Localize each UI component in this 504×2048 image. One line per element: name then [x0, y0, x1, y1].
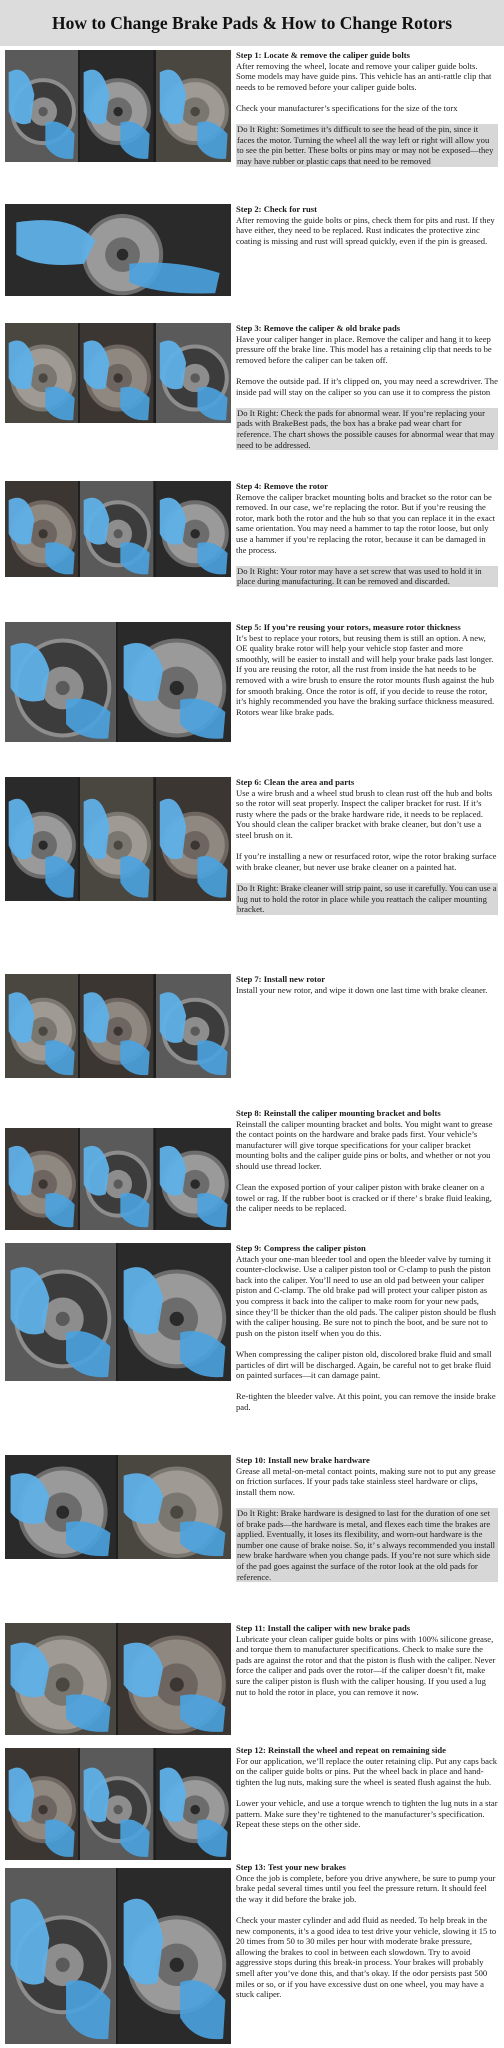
step-photo: [5, 777, 231, 901]
step-photo: [5, 622, 231, 742]
brake-photo-art: [5, 1243, 116, 1381]
step-title: Step 7: Install new rotor: [236, 974, 326, 984]
step-paragraph: Remove the caliper bracket mounting bolts and bracket so the rotor can be removed. In our case, we’re replacing the rotor. But if you’re reusing the rotor, mark both the rotor and the hub so that you can replace it in the exact same orientation. You may need a hammer to tap the rotor loose, but only use a hammer if you’re replacing the rotor, because it can be damaged in the process.: [236, 491, 496, 555]
do-it-right-tip: Do It Right: Your rotor may have a set screw that was used to hold it in place during manufacturing. It can be removed and discarded.: [236, 566, 498, 587]
step-paragraph: Check your master cylinder and add fluid as needed. To help break in the new components, it’s a good idea to test drive your vehicle, slowing it 15 to 20 times from 50 to 30 miles per hour with moderate brake pressure, allowing the brakes to cool in between each slowdown. Try to avoid aggressive stops during this break-in process. Your brakes will probably smell after you’ve done this, and that’s okay. If the odor persists past 500 miles or so, or if you have excessive dust on one wheel, you may have a stuck caliper.: [236, 1914, 497, 2000]
photo-pane: [80, 1128, 153, 1230]
brake-photo-art: [5, 204, 231, 296]
step-title: Step 5: If you’re reusing your rotors, measure rotor thickness: [236, 622, 461, 632]
step-title: Step 3: Remove the caliper & old brake pads: [236, 323, 401, 333]
brake-photo-art: [156, 1748, 231, 1860]
brake-photo-art: [80, 1748, 153, 1860]
step-photo: [5, 1623, 231, 1735]
photo-pane: [118, 1868, 231, 2044]
step-photo: [5, 1868, 231, 2044]
photo-pane: [5, 777, 78, 901]
photo-pane: [80, 1748, 153, 1860]
step-paragraph: Lubricate your clean caliper guide bolts or pins with 100% silicone grease, and torque them to manufacturer specifications. Check to make sure the pads are against the rotor and that the piston is flush with the caliper. Never force the caliper and pads over the rotor—if the caliper doesn’t fit, make sure the caliper piston is flush with the caliper housing. If you used a lug nut to hold the rotor in place, you can remove it now.: [236, 1633, 496, 1697]
step-photo: [5, 323, 231, 423]
step-text: [236, 1455, 498, 1593]
photo-pane: [5, 974, 78, 1078]
brake-photo-art: [5, 50, 78, 162]
step-paragraph: When compressing the caliper piston old, discolored brake fluid and small particles of dirt will be discharged. Again, be careful not to get brake fluid on painted surfaces—it can damage paint.: [236, 1348, 492, 1381]
step-photo: [5, 1748, 231, 1860]
page-title: How to Change Brake Pads & How to Change Rotors: [51, 12, 453, 33]
photo-pane: [5, 1868, 116, 2044]
brake-photo-art: [156, 50, 231, 162]
photo-pane: [5, 323, 78, 423]
step-paragraph: Clean the exposed portion of your caliper piston with brake cleaner on a towel or rag. If the rubber boot is cracked or if there’ s brake fluid leaking, the caliper needs to be replaced.: [236, 1182, 492, 1214]
step-text: [236, 974, 498, 1006]
brake-photo-art: [80, 1128, 153, 1230]
photo-pane: [80, 50, 153, 162]
do-it-right-tip: Do It Right: Brake hardware is designed to last for the duration of one set of brake pads—the hardware is metal, and flexes each time the brakes are applied. Eventually, it loses its flexibility, and worn-out hardware is the number one cause of brake noise. So, it’ s always recommended you install new brake hardware when you change pads. If you’re not sure which side of the pad goes against the surface of the rotor look at the old pads for reference.: [236, 1508, 498, 1582]
step-photo: [5, 481, 231, 577]
step-paragraph: Grease all metal-on-metal contact points, making sure not to put any grease on friction surfaces. If your pads take stainless steel hardware or clips, install them now.: [236, 1465, 496, 1497]
photo-pane: [5, 204, 231, 296]
step-text: [236, 622, 498, 728]
brake-photo-art: [5, 1748, 78, 1860]
step-photo: [5, 50, 231, 162]
step-title: Step 1: Locate & remove the caliper guide bolts: [236, 50, 410, 60]
photo-pane: [156, 777, 231, 901]
photo-pane: [80, 777, 153, 901]
step-text: [236, 50, 498, 177]
photo-pane: [5, 1243, 116, 1381]
step-paragraph: For our application, we’ll replace the outer retaining clip. Put any caps back on the caliper guide bolts or pins. Put the wheel back in place and hand-tighten the lug nuts, making sure the wheel is seated flush against the hub.: [236, 1755, 498, 1787]
brake-photo-art: [156, 777, 231, 901]
photo-pane: [156, 481, 231, 577]
brake-photo-art: [80, 50, 153, 162]
step-text: [236, 204, 498, 257]
step-text: [236, 481, 498, 598]
step-paragraph: Reinstall the caliper mounting bracket and bolts. You might want to grease the contact points on the hardware and brake pads first. Your vehicle’s manufacturer will give torque specifications for your caliper bracket mounting bolts and the caliper guide pins or bolts, and whether or not you should use thread locker.: [236, 1118, 493, 1171]
step-title: Step 12: Reinstall the wheel and repeat on remaining side: [236, 1745, 446, 1755]
do-it-right-tip: Do It Right: Sometimes it’s difficult to see the head of the pin, since it faces the motor. Turning the wheel all the way left or right will allow you to see the pin better. These bolts or pins may or may not be exposed—they may have rubber or plastic caps that need to be removed: [236, 124, 498, 166]
step-text: [236, 323, 498, 461]
step-photo: [5, 1243, 231, 1381]
step-paragraph: Attach your one-man bleeder tool and open the bleeder valve by turning it counter-clockwise. Use a caliper piston tool or C-clamp to push the piston back into the caliper. You’ll need to use an old pad between your caliper piston and C-clamp. The old brake pad will protect your caliper piston as you compress it back into the caliper to make room for your new pads, since they’ll be thicker than the old pads. The caliper piston should be flush with the caliper housing. Be sure not to pinch the boot, and be sure not to push on the piston itself when you do this.: [236, 1253, 496, 1338]
photo-pane: [156, 1748, 231, 1860]
brake-photo-art: [5, 974, 78, 1078]
photo-pane: [156, 323, 231, 423]
brake-photo-art: [5, 1623, 116, 1735]
step-paragraph: Install your new rotor, and wipe it down one last time with brake cleaner.: [236, 984, 488, 995]
brake-photo-art: [118, 1243, 231, 1381]
photo-pane: [80, 974, 153, 1078]
brake-photo-art: [80, 974, 153, 1078]
step-paragraph: After removing the wheel, locate and remove your caliper guide bolts. Some models may have guide pins. This vehicle has an anti-rattle clip that needs to be removed before your caliper guide bolts.: [236, 60, 492, 92]
brake-photo-art: [5, 1455, 116, 1559]
photo-pane: [118, 622, 231, 742]
brake-photo-art: [80, 323, 153, 423]
step-text: [236, 1243, 498, 1423]
step-paragraph: Remove the outside pad. If it’s clipped on, you may need a screwdriver. The inside pad will stay on the caliper so you can use it to compress the piston: [236, 375, 498, 397]
brake-photo-art: [118, 1455, 231, 1559]
step-paragraph: It’s best to replace your rotors, but reusing them is still an option. A new, OE quality brake rotor will help your vehicle stop faster and more smoothly, will be easier to install and will help your brake pads last longer. If you are reusing the rotor, all the rust from inside the hat needs to be removed with a wire brush to ensure the rotor mounts flush against the hub for smooth braking. Once the rotor is off, if you decide to reuse the rotor, it’s highly recommended you have the braking surface thickness measured. Rotors wear like brake pads.: [236, 632, 495, 717]
step-title: Step 2: Check for rust: [236, 204, 317, 214]
photo-pane: [156, 50, 231, 162]
photo-pane: [156, 1128, 231, 1230]
step-paragraph: Check your manufacturer’s specifications for the size of the torx: [236, 102, 458, 113]
photo-pane: [118, 1455, 231, 1559]
step-title: Step 8: Reinstall the caliper mounting bracket and bolts: [236, 1108, 441, 1118]
step-text: [236, 777, 498, 925]
step-title: Step 6: Clean the area and parts: [236, 777, 355, 787]
photo-pane: [118, 1243, 231, 1381]
brake-photo-art: [5, 323, 78, 423]
page-header: [0, 0, 504, 46]
step-photo: [5, 1128, 231, 1230]
brake-photo-art: [156, 974, 231, 1078]
photo-pane: [5, 50, 78, 162]
brake-photo-art: [5, 1128, 78, 1230]
step-text: [236, 1623, 498, 1708]
step-title: Step 9: Compress the caliper piston: [236, 1243, 366, 1253]
step-photo: [5, 974, 231, 1078]
step-paragraph: If you’re installing a new or resurfaced rotor, wipe the rotor braking surface with brake cleaner, but never use brake cleaner on a painted hat.: [236, 851, 497, 872]
step-title: Step 10: Install new brake hardware: [236, 1455, 370, 1465]
brake-photo-art: [156, 481, 231, 577]
photo-pane: [118, 1623, 231, 1735]
brake-photo-art: [5, 1868, 116, 2044]
brake-photo-art: [5, 481, 78, 577]
brake-photo-art: [80, 777, 153, 901]
step-paragraph: Re-tighten the bleeder valve. At this point, you can remove the inside brake pad.: [236, 1391, 496, 1412]
photo-pane: [5, 1748, 78, 1860]
step-photo: [5, 1455, 231, 1559]
photo-pane: [5, 1128, 78, 1230]
photo-pane: [80, 481, 153, 577]
photo-pane: [5, 622, 116, 742]
step-photo: [5, 204, 231, 296]
brake-photo-art: [118, 622, 231, 742]
step-title: Step 4: Remove the rotor: [236, 481, 328, 491]
step-text: [236, 1862, 498, 2010]
photo-pane: [5, 1455, 116, 1559]
step-paragraph: After removing the guide bolts or pins, check them for pits and rust. If they have either, they need to be replaced. Rust indicates the protective zinc coating is missing and rust will spread quickly, even if the pin is greased.: [236, 214, 495, 246]
step-title: Step 11: Install the caliper with new brake pads: [236, 1623, 411, 1633]
brake-photo-art: [80, 481, 153, 577]
do-it-right-tip: Do It Right: Brake cleaner will strip paint, so use it carefully. You can use a lug nut to hold the rotor in place while you reattach the caliper mounting bracket.: [237, 882, 497, 915]
brake-photo-art: [5, 777, 78, 901]
brake-photo-art: [118, 1623, 231, 1735]
step-text: [236, 1108, 498, 1225]
photo-pane: [5, 1623, 116, 1735]
step-paragraph: Lower your vehicle, and use a torque wrench to tighten the lug nuts in a star pattern. Make sure they’re tightened to the manufacturer’s specification. Repeat these steps on the other side.: [236, 1797, 498, 1830]
photo-pane: [5, 481, 78, 577]
step-text: [236, 1745, 498, 1840]
step-paragraph: Use a wire brush and a wheel stud brush to clean rust off the hub and bolts so the rotor will seat properly. Inspect the caliper bracket for rust. If it’s rusty where the pads or the brake hardware ride, it needs to be replaced. You should clean the caliper bracket with brake cleaner, but don’t use a steel brush on it.: [236, 787, 493, 840]
do-it-right-tip: Do It Right: Check the pads for abnormal wear. If you’re replacing your pads with BrakeBest pads, the box has a brake pad wear chart for reference. The chart shows the possible causes for abnormal wear that may need to be addressed.: [236, 408, 498, 450]
photo-pane: [80, 323, 153, 423]
brake-photo-art: [156, 1128, 231, 1230]
step-paragraph: Once the job is complete, before you drive anywhere, be sure to pump your brake pedal several times until you feel the pressure return. It should feel the way it did before the brake job.: [236, 1872, 496, 1904]
brake-photo-art: [118, 1868, 231, 2044]
brake-photo-art: [5, 622, 116, 742]
step-title: Step 13: Test your new brakes: [236, 1862, 346, 1872]
photo-pane: [156, 974, 231, 1078]
step-paragraph: Have your caliper hanger in place. Remove the caliper and hang it to keep pressure off the brake line. This model has a retaining clip that needs to be removed before the caliper can be taken off.: [236, 333, 492, 365]
brake-photo-art: [156, 323, 231, 423]
